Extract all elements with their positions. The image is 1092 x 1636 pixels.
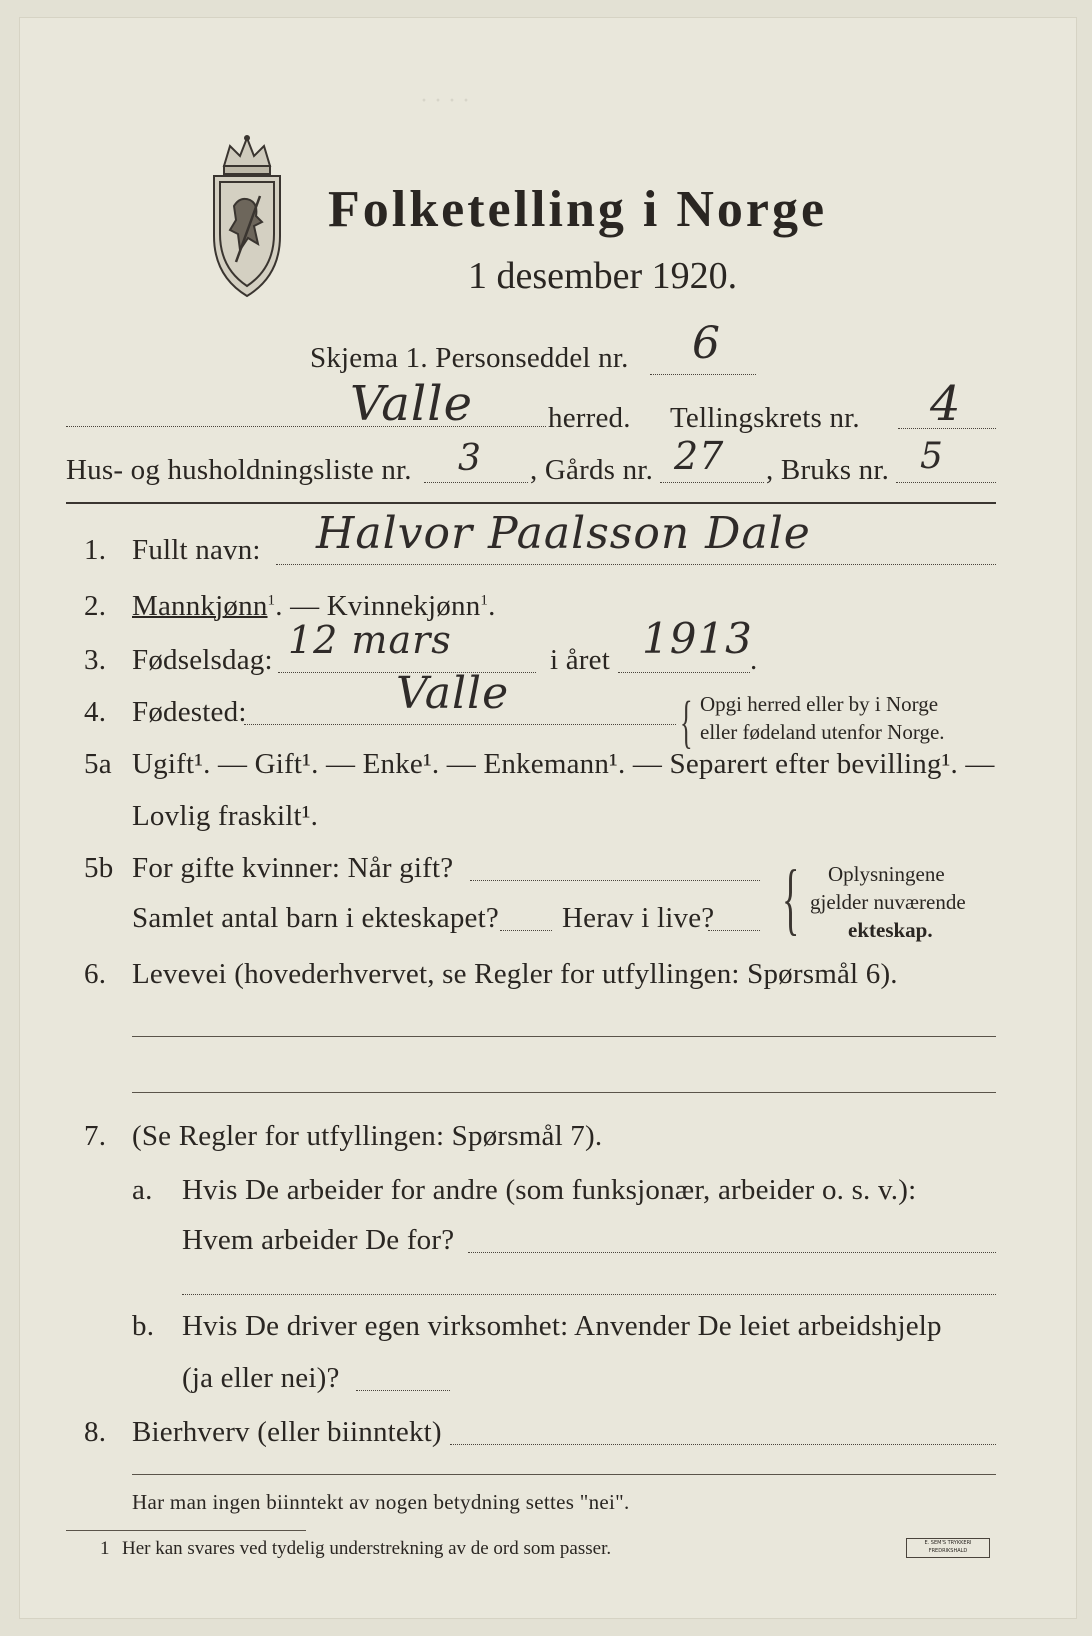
q8-number: 8. [84,1416,107,1448]
q6-answer-line2 [132,1092,996,1093]
q3-birthday: 12 mars [288,618,452,662]
bottom-divider [132,1474,996,1475]
q5a-line2: Lovlig fraskilt¹. [132,800,319,832]
q3-year-line [618,672,750,673]
hus-number: 3 [458,438,482,479]
q7b-line1: Hvis De driver egen virksomhet: Anvender De leiet arbeidshjelp [182,1310,942,1342]
q4-note-line1: Opgi herred eller by i Norge [700,692,939,716]
hus-line [424,482,528,483]
q7a-letter: a. [132,1174,153,1206]
q7-number: 7. [84,1120,107,1152]
gards-number: 27 [674,434,725,478]
q2-male-underlined: Mannkjønn [132,590,268,622]
q4-label: Fødested: [132,696,247,728]
q5b-line1: For gifte kvinner: Når gift? [132,852,454,884]
q3-end: . [750,644,758,676]
q3-birth-year: 1913 [642,614,753,663]
form-title: Folketelling i Norge [328,181,828,238]
q4-number: 4. [84,696,107,728]
norway-coat-of-arms-icon [200,126,294,306]
q7a-line [468,1252,996,1253]
q4-note-line2: eller fødeland utenfor Norge. [700,720,945,744]
q4-line [244,724,676,725]
q7a-line2: Hvem arbeider De for? [182,1224,455,1256]
q2-sup2: 1 [480,592,489,609]
herred-value: Valle [350,376,473,432]
q5a-line1: Ugift¹. — Gift¹. — Enke¹. — Enkemann¹. — Separert efter bevilling¹. — [132,748,995,780]
q7b-line2: (ja eller nei)? [182,1362,340,1394]
q5b-children-line [500,930,552,931]
gards-label: , Gårds nr. [530,454,654,486]
q2-end: . [488,590,496,622]
q5b-note-line2: gjelder nuværende [810,890,966,914]
q6-number: 6. [84,958,107,990]
bruks-number: 5 [920,436,944,477]
q2-sup1: 1 [267,592,276,609]
gards-line [660,482,764,483]
q1-line [276,564,996,565]
census-form-sheet [20,18,1076,1618]
q2-female: . — Kvinnekjønn [275,590,481,622]
q6-answer-line1 [132,1036,996,1037]
q5b-alive-line [708,930,760,931]
bleed-through-text: · · · · [420,88,470,114]
q5b-note-line1: Oplysningene [828,862,945,886]
header-divider [66,502,996,504]
q7-label: (Se Regler for utfyllingen: Spørsmål 7). [132,1120,603,1152]
q3-number: 3. [84,644,107,676]
census-date: 1 desember 1920. [468,255,738,297]
q8-label: Bierhverv (eller biinntekt) [132,1416,442,1448]
q3-year-label: i året [550,644,610,676]
tellingskrets-label: Tellingskrets nr. [670,402,860,434]
q5b-when-line [470,880,760,881]
q7b-letter: b. [132,1310,155,1342]
q7a-extra-line [182,1294,996,1295]
q4-birthplace: Valle [396,668,510,719]
personseddel-number: 6 [692,318,721,369]
footnote-divider [66,1530,306,1531]
nei-note: Har man ingen biinntekt av nogen betydning settes "nei". [132,1490,630,1514]
tellingskrets-number: 4 [930,376,962,432]
q7a-line1: Hvis De arbeider for andre (som funksjonær, arbeider o. s. v.): [182,1174,917,1206]
skjema-label: Skjema 1. Personseddel nr. [310,342,629,374]
q5b-brace: { [782,855,800,943]
q6-label: Levevei (hovederhvervet, se Regler for utfyllingen: Spørsmål 6). [132,958,898,990]
herred-line [66,426,546,427]
q7b-line [356,1390,450,1391]
footnote-mark: 1 [100,1538,110,1559]
hus-label: Hus- og husholdningsliste nr. [66,454,412,486]
herred-label: herred. [548,402,631,434]
q1-number: 1. [84,534,107,566]
q4-brace: { [680,689,693,754]
q5a-number: 5a [84,748,112,780]
q5b-children-label: Samlet antal barn i ekteskapet? [132,902,499,934]
bruks-label: , Bruks nr. [766,454,890,486]
q5b-alive-label: Herav i live? [562,902,715,934]
printer-stamp: E. SEM'S TRYKKERI FREDRIKSHALD [906,1538,990,1558]
bruks-line [896,482,996,483]
q3-label: Fødselsdag: [132,644,273,676]
q5b-number: 5b [84,852,114,884]
personseddel-line [650,374,756,375]
footnote-text: Her kan svares ved tydelig understrekning av de ord som passer. [122,1538,612,1559]
q1-full-name: Halvor Paalsson Dale [316,508,811,559]
q2-number: 2. [84,590,107,622]
q1-label: Fullt navn: [132,534,261,566]
q5b-note-line3: ekteskap. [848,918,933,942]
q8-line [450,1444,996,1445]
